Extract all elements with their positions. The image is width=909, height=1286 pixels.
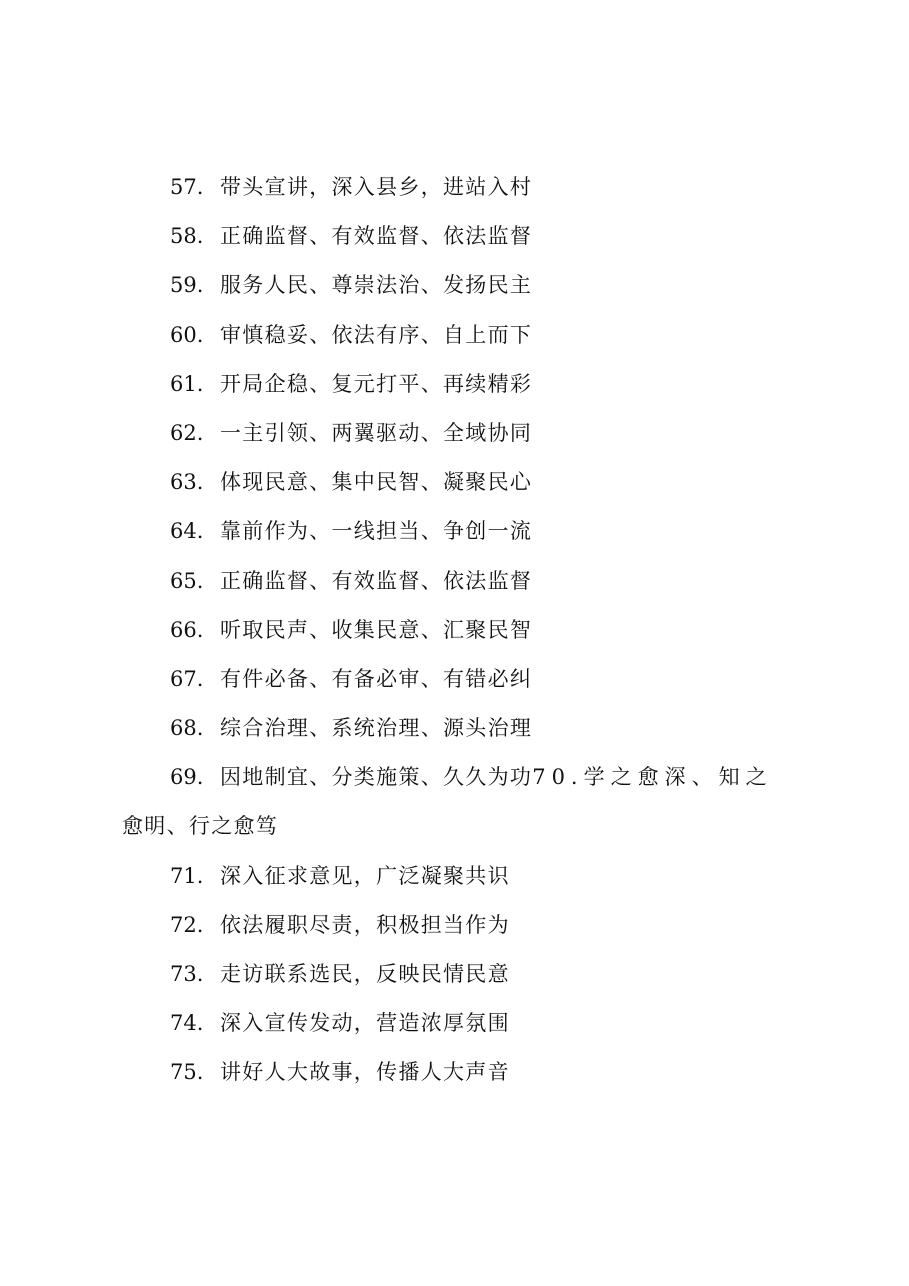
item-text: 依法履职尽责，积极担当作为 (220, 912, 510, 937)
item-text-tail: 70.学之愈深、知之 (532, 765, 773, 790)
item-text: 带头宣讲，深入县乡，进站入村 (220, 175, 533, 199)
list-item (122, 999, 812, 1048)
item-number: 60. (170, 322, 204, 347)
item-number: 62. (170, 420, 204, 445)
item-number: 58. (170, 224, 204, 249)
list-item (122, 261, 812, 310)
list-item (122, 507, 812, 556)
list-item (122, 360, 812, 409)
item-number: 57. (170, 175, 204, 199)
item-text: 正确监督、有效监督、依法监督 (220, 568, 533, 593)
list-item (122, 409, 812, 458)
list-item-merged (122, 753, 812, 851)
item-text: 服务人民、尊崇法治、发扬民主 (220, 273, 533, 298)
list-item (122, 163, 812, 212)
list-item (122, 704, 812, 753)
list-item (122, 950, 812, 999)
list-item (122, 1048, 812, 1097)
item-number: 67. (170, 666, 204, 691)
item-text: 走访联系选民，反映民情民意 (220, 962, 510, 987)
item-number: 71. (170, 863, 204, 888)
item-number: 65. (170, 568, 204, 593)
item-number: 64. (170, 519, 204, 544)
item-text: 听取民声、收集民意、汇聚民智 (220, 617, 533, 642)
list-item (122, 852, 812, 901)
list-item (122, 557, 812, 606)
item-number: 66. (170, 617, 204, 642)
item-number: 68. (170, 716, 204, 741)
item-number: 75. (170, 1060, 204, 1085)
list-item (122, 212, 812, 261)
item-number: 61. (170, 371, 204, 396)
item-text: 有件必备、有备必审、有错必纠 (220, 666, 533, 691)
list-item (122, 901, 812, 950)
list-item (122, 655, 812, 704)
item-text: 正确监督、有效监督、依法监督 (220, 224, 533, 249)
slogan-list (122, 163, 812, 1098)
item-text: 深入征求意见，广泛凝聚共识 (220, 863, 510, 888)
item-text: 综合治理、系统治理、源头治理 (220, 716, 533, 741)
item-text: 体现民意、集中民智、凝聚民心 (220, 470, 533, 495)
item-text: 因地制宜、分类施策、久久为功 (220, 765, 533, 790)
item-text: 审慎稳妥、依法有序、自上而下 (220, 322, 533, 347)
item-text-continuation: 愈明、行之愈笃 (122, 814, 279, 839)
item-number: 69. (170, 765, 204, 790)
item-number: 72. (170, 912, 204, 937)
item-text: 开局企稳、复元打平、再续精彩 (220, 371, 533, 396)
item-text: 讲好人大故事，传播人大声音 (220, 1060, 510, 1085)
list-item (122, 311, 812, 360)
item-number: 59. (170, 273, 204, 298)
item-number: 63. (170, 470, 204, 495)
item-text: 一主引领、两翼驱动、全域协同 (220, 420, 533, 445)
list-item (122, 606, 812, 655)
item-text: 靠前作为、一线担当、争创一流 (220, 519, 533, 544)
list-item (122, 458, 812, 507)
item-text: 深入宣传发动，营造浓厚氛围 (220, 1011, 510, 1036)
item-number: 73. (170, 962, 204, 987)
item-number: 74. (170, 1011, 204, 1036)
